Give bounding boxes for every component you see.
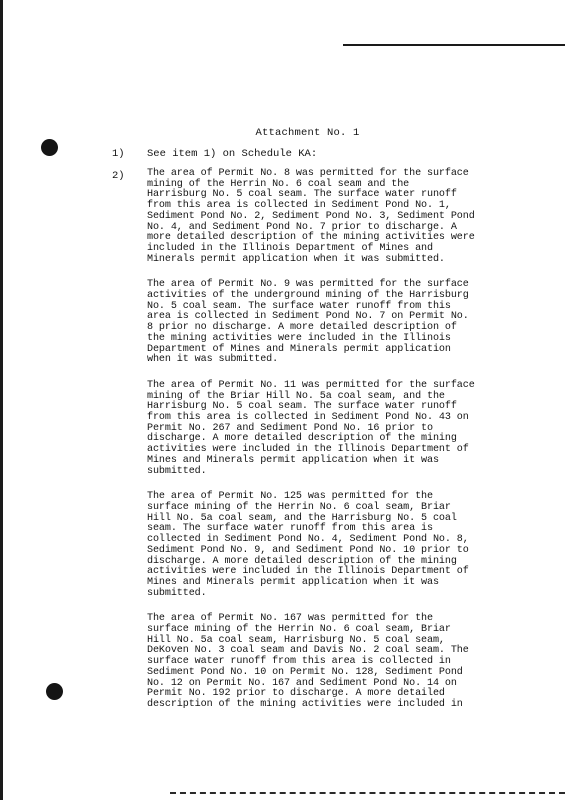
bottom-scan-edge <box>170 792 565 794</box>
text-line: No. 4, and Sediment Pond No. 7 prior to discharge. A <box>147 221 457 233</box>
text-line: activities of the underground mining of the Harrisburg <box>147 290 469 302</box>
text-line: from this area is collected in Sediment Pond No. 43 on <box>147 412 469 424</box>
text-line: Sediment Pond No. 10 on Permit No. 128, Sediment Pond <box>147 666 463 678</box>
permit-paragraph <box>147 381 512 477</box>
text-line: activities were included in the Illinois Department of <box>147 444 469 456</box>
punch-hole-top <box>41 139 58 156</box>
attachment-title: Attachment No. 1 <box>255 127 360 139</box>
text-line: activities were included in the Illinois Department of <box>147 566 469 578</box>
text-line: The area of Permit No. 11 was permitted for the surface <box>147 379 475 391</box>
text-line: Harrisburg No. 5 coal seam. The surface water runoff <box>147 189 457 201</box>
text-line: more detailed description of the mining activities were <box>147 232 475 244</box>
text-line: included in the Illinois Department of Mines and <box>147 242 433 254</box>
item-number-2: 2) <box>112 170 125 182</box>
text-line: Hill No. 5a coal seam, and the Harrisburg No. 5 coal <box>147 512 457 524</box>
text-line: mining of the Herrin No. 6 coal seam and the <box>147 178 410 190</box>
text-line: Permit No. 267 and Sediment Pond No. 16 prior to <box>147 422 433 434</box>
text-line: Sediment Pond No. 2, Sediment Pond No. 3, Sediment Pond <box>147 210 475 222</box>
text-line: description of the mining activities were included in <box>147 698 463 710</box>
text-line: Hill No. 5a coal seam, Harrisburg No. 5 coal seam, <box>147 634 445 646</box>
text-line: surface water runoff from this area is collected in <box>147 656 451 668</box>
permit-paragraph <box>147 492 512 599</box>
item-1-text: See item 1) on Schedule KA: <box>147 148 318 160</box>
top-rule <box>343 44 565 46</box>
text-line: surface mining of the Herrin No. 6 coal seam, Briar <box>147 624 451 636</box>
text-line: discharge. A more detailed description of the mining <box>147 433 457 445</box>
text-line: submitted. <box>147 465 207 477</box>
text-line: No. 5 coal seam. The surface water runoff from this <box>147 300 451 312</box>
text-line: Mines and Minerals permit application when it was <box>147 576 439 588</box>
text-line: Department of Mines and Minerals permit application <box>147 343 451 355</box>
text-line: 8 prior no discharge. A more detailed description of <box>147 322 457 334</box>
text-line: The area of Permit No. 167 was permitted for the <box>147 613 433 625</box>
text-line: The area of Permit No. 9 was permitted for the surface <box>147 279 469 291</box>
text-line: collected in Sediment Pond No. 4, Sediment Pond No. 8, <box>147 534 469 546</box>
text-line: The area of Permit No. 8 was permitted for the surface <box>147 168 469 179</box>
punch-hole-bottom <box>46 683 63 700</box>
text-line: discharge. A more detailed description of the mining <box>147 555 457 567</box>
text-line: when it was submitted. <box>147 354 279 366</box>
text-line: Sediment Pond No. 9, and Sediment Pond No. 10 prior to <box>147 544 469 556</box>
text-line: submitted. <box>147 587 207 599</box>
text-line: No. 12 on Permit No. 167 and Sediment Pond No. 14 on <box>147 677 457 689</box>
text-line: from this area is collected in Sediment Pond No. 1, <box>147 200 451 212</box>
text-line: the mining activities were included in the Illinois <box>147 332 451 344</box>
text-line: Mines and Minerals permit application when it was <box>147 454 439 466</box>
item-2-body <box>147 169 512 726</box>
item-number-1: 1) <box>112 148 125 160</box>
text-line: seam. The surface water runoff from this area is <box>147 523 433 535</box>
text-line: DeKoven No. 3 coal seam and Davis No. 2 coal seam. The <box>147 645 469 657</box>
text-line: surface mining of the Herrin No. 6 coal seam, Briar <box>147 501 451 513</box>
text-line: area is collected in Sediment Pond No. 7 on Permit No. <box>147 311 469 323</box>
text-line: Minerals permit application when it was submitted. <box>147 253 445 265</box>
text-line: Permit No. 192 prior to discharge. A more detailed <box>147 688 445 700</box>
scan-left-edge <box>0 0 3 800</box>
permit-paragraph <box>147 280 512 366</box>
text-line: Harrisburg No. 5 coal seam. The surface water runoff <box>147 401 457 413</box>
permit-paragraph <box>147 169 512 265</box>
text-line: mining of the Briar Hill No. 5a coal seam, and the <box>147 390 445 402</box>
text-line: The area of Permit No. 125 was permitted for the <box>147 491 433 503</box>
permit-paragraph <box>147 614 512 710</box>
